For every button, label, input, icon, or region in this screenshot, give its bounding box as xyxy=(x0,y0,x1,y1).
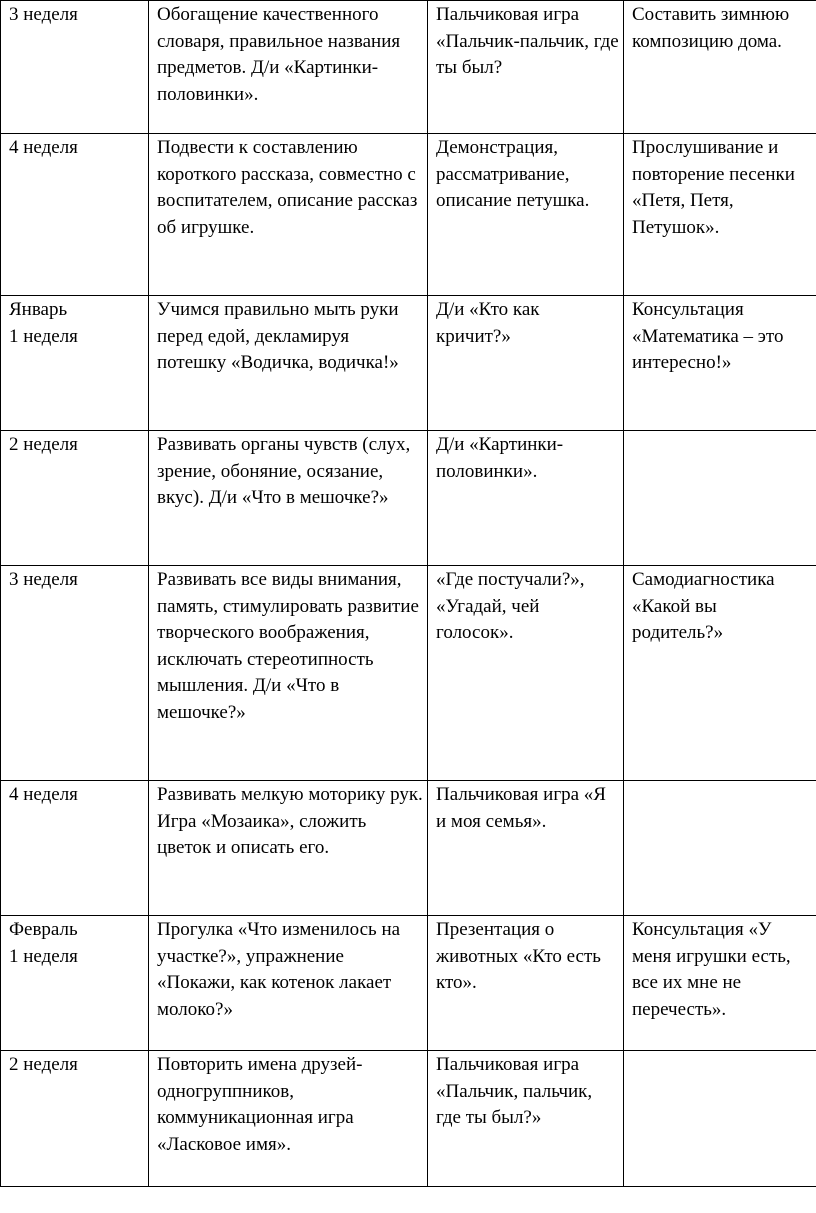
activity-cell: Демонстрация, рассматривание, описание петушка. xyxy=(428,134,624,296)
activity-cell: Пальчиковая игра «Пальчик, пальчик, где ты был?» xyxy=(428,1051,624,1187)
parents-cell xyxy=(624,431,816,566)
goal-cell: Развивать все виды внимания, память, стимулировать развитие творческого воображения, исключать стереотипность мышления. Д/и «Что в мешочке?» xyxy=(149,566,428,781)
goal-cell: Прогулка «Что изменилось на участке?», упражнение «Покажи, как котенок лакает молоко?» xyxy=(149,916,428,1051)
parents-cell: Составить зимнюю композицию дома. xyxy=(624,1,816,134)
activity-cell: «Где постучали?», «Угадай, чей голосок». xyxy=(428,566,624,781)
period-cell: 3 неделя xyxy=(1,1,149,134)
period-cell: 4 неделя xyxy=(1,781,149,916)
parents-cell xyxy=(624,781,816,916)
goal-cell: Развивать мелкую моторику рук. Игра «Мозаика», сложить цветок и описать его. xyxy=(149,781,428,916)
table-row xyxy=(1,296,816,431)
period-cell: 2 неделя xyxy=(1,431,149,566)
activity-cell: Д/и «Кто как кричит?» xyxy=(428,296,624,431)
table-row xyxy=(1,566,816,781)
parents-cell: Прослушивание и повторение песенки «Петя, Петя, Петушок». xyxy=(624,134,816,296)
goal-cell: Учимся правильно мыть руки перед едой, декламируя потешку «Водичка, водичка!» xyxy=(149,296,428,431)
period-cell: 2 неделя xyxy=(1,1051,149,1187)
table-row xyxy=(1,916,816,1051)
table-row xyxy=(1,431,816,566)
period-cell: Январь 1 неделя xyxy=(1,296,149,431)
goal-cell: Подвести к составлению короткого рассказа, совместно с воспитателем, описание рассказ об игрушке. xyxy=(149,134,428,296)
parents-cell: Самодиагностика «Какой вы родитель?» xyxy=(624,566,816,781)
parents-cell: Консультация «Математика – это интересно!» xyxy=(624,296,816,431)
table-row xyxy=(1,1051,816,1187)
parents-cell xyxy=(624,1051,816,1187)
table-row xyxy=(1,134,816,296)
table-row xyxy=(1,1,816,134)
period-cell: 3 неделя xyxy=(1,566,149,781)
activity-cell: Д/и «Картинки-половинки». xyxy=(428,431,624,566)
activity-cell: Пальчиковая игра «Я и моя семья». xyxy=(428,781,624,916)
table-row xyxy=(1,781,816,916)
goal-cell: Обогащение качественного словаря, правильное названия предметов. Д/и «Картинки-половинки». xyxy=(149,1,428,134)
parents-cell: Консультация «У меня игрушки есть, все их мне не перечесть». xyxy=(624,916,816,1051)
period-cell: 4 неделя xyxy=(1,134,149,296)
goal-cell: Развивать органы чувств (слух, зрение, обоняние, осязание, вкус). Д/и «Что в мешочке?» xyxy=(149,431,428,566)
activity-cell: Пальчиковая игра «Пальчик-пальчик, где ты был? xyxy=(428,1,624,134)
goal-cell: Повторить имена друзей-одногруппников, коммуникационная игра «Ласковое имя». xyxy=(149,1051,428,1187)
activity-cell: Презентация о животных «Кто есть кто». xyxy=(428,916,624,1051)
period-cell: Февраль 1 неделя xyxy=(1,916,149,1051)
